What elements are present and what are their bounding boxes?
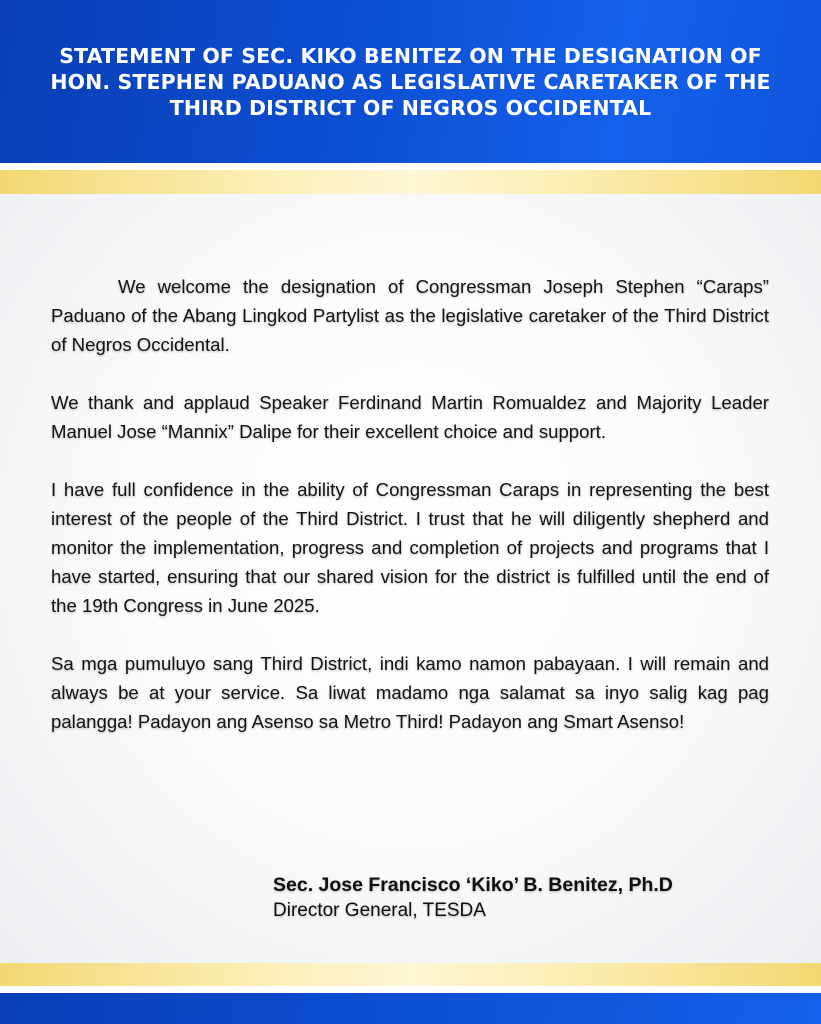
statement-title: STATEMENT OF SEC. KIKO BENITEZ ON THE DESIGNATION OF HON. STEPHEN PADUANO AS LEGISLATIVE CARETAKER OF THE THIRD DISTRICT OF NEGROS OCCIDENTAL	[50, 43, 771, 120]
paragraph-welcome: We welcome the designation of Congressman Joseph Stephen “Caraps” Paduano of the Abang Lingkod Partylist as the legislative caretaker of the Third District of Negros Occidental.	[51, 276, 769, 355]
gold-band-top	[0, 170, 821, 194]
paragraph-closing: Sa mga pumuluyo sang Third District, indi kamo namon pabayaan. I will remain and always be at your service. Sa liwat madamo nga salamat sa inyo salig kag pag palangga! Padayon ang Asenso sa Metro Third! Padayon ang Smart Asenso!	[51, 653, 769, 732]
signatory-title: Director General, TESDA	[273, 900, 486, 921]
divider-bottom	[0, 986, 821, 993]
signature-block	[273, 872, 673, 924]
statement-body	[51, 272, 769, 765]
signatory-name: Sec. Jose Francisco ‘Kiko’ B. Benitez, Ph.D	[273, 874, 673, 896]
divider-top	[0, 163, 821, 170]
paragraph-confidence: I have full confidence in the ability of Congressman Caraps in representing the best interest of the people of the Third District. I trust that he will diligently shepherd and monitor the implementation, progress and completion of projects and programs that I have started, ensuring that our shared vision for the district is fulfilled until the end of the 19th Congress in June 2025.	[51, 479, 769, 616]
header-banner	[0, 0, 821, 163]
gold-band-bottom	[0, 963, 821, 986]
paragraph-thanks: We thank and applaud Speaker Ferdinand Martin Romualdez and Majority Leader Manuel Jose “Mannix” Dalipe for their excellent choice and support.	[51, 392, 769, 442]
footer-banner	[0, 993, 821, 1024]
